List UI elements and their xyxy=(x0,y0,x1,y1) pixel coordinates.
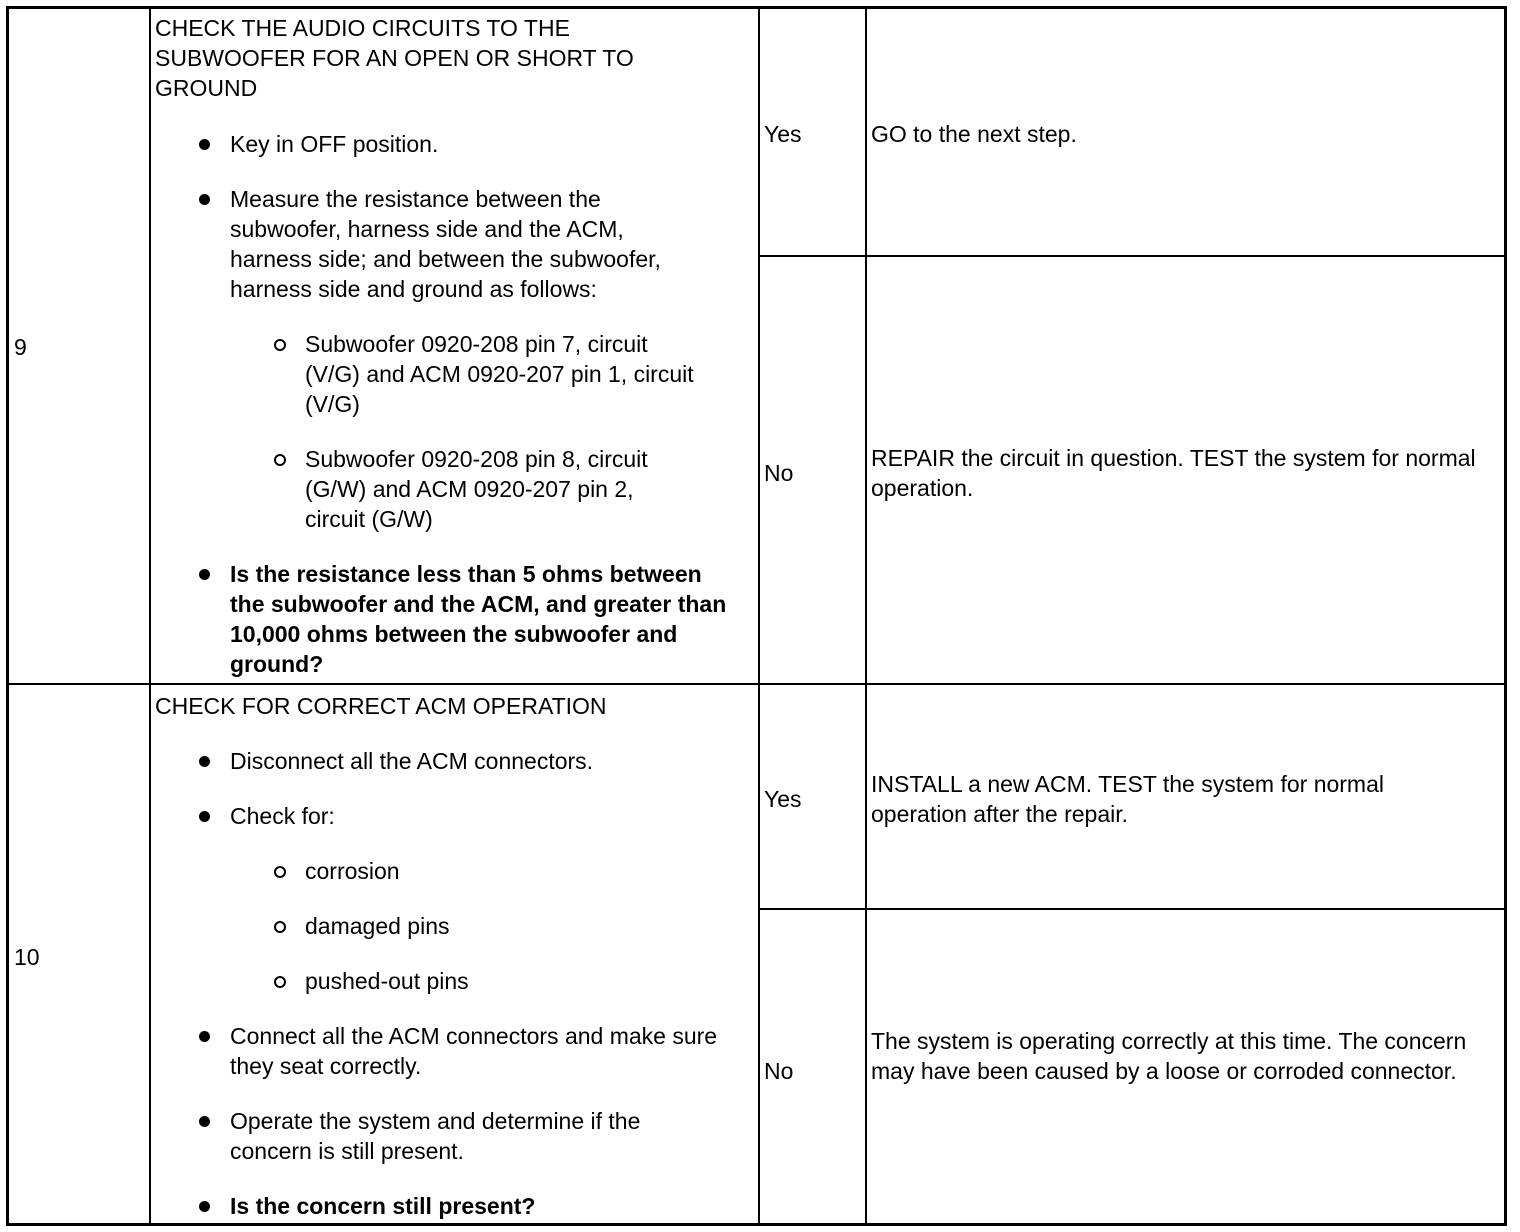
no-action: The system is operating correctly at this time. The concern may have been caused by a loose or corroded connector. xyxy=(871,1028,1467,1084)
sub-bullet-item xyxy=(155,856,745,886)
bullet-dot-icon xyxy=(199,1201,210,1212)
yes-action: INSTALL a new ACM. TEST the system for normal operation after the repair. xyxy=(871,771,1384,827)
step-title: CHECK THE AUDIO CIRCUITS TO THE SUBWOOFER FOR AN OPEN OR SHORT TO GROUND xyxy=(155,15,634,101)
column-divider xyxy=(149,9,151,1223)
sub-bullet-item xyxy=(155,966,745,996)
step-instructions xyxy=(155,13,745,679)
step-number: 9 xyxy=(14,334,27,360)
sub-bullet-item xyxy=(155,911,745,941)
question-item xyxy=(155,1191,745,1221)
bullet-text: Operate the system and determine if the concern is still present. xyxy=(230,1108,641,1164)
sub-bullet-circle-icon xyxy=(274,976,286,988)
sub-bullet-text: Subwoofer 0920-208 pin 7, circuit (V/G) and ACM 0920-207 pin 1, circuit (V/G) xyxy=(305,331,694,417)
yes-action: GO to the next step. xyxy=(871,121,1077,147)
sub-bullet-text: damaged pins xyxy=(305,913,450,939)
bullet-item xyxy=(155,1106,700,1166)
column-divider xyxy=(758,9,760,1223)
sub-bullet-circle-icon xyxy=(274,454,286,466)
bullet-text: Disconnect all the ACM connectors. xyxy=(230,748,594,774)
sub-bullet-text: corrosion xyxy=(305,858,400,884)
bullet-dot-icon xyxy=(199,811,210,822)
bullet-dot-icon xyxy=(199,194,210,205)
bullet-item xyxy=(155,801,745,831)
bullet-item xyxy=(155,184,705,304)
sub-bullet-text: pushed-out pins xyxy=(305,968,469,994)
no-label: No xyxy=(764,460,794,486)
question-item xyxy=(155,559,730,679)
sub-bullet-circle-icon xyxy=(274,339,286,351)
column-divider xyxy=(865,9,867,1223)
sub-bullet-circle-icon xyxy=(274,921,286,933)
bullet-text: Key in OFF position. xyxy=(230,131,439,157)
sub-bullet-text: Subwoofer 0920-208 pin 8, circuit (G/W) and ACM 0920-207 pin 2, circuit (G/W) xyxy=(305,446,648,532)
step-title: CHECK FOR CORRECT ACM OPERATION xyxy=(155,693,607,719)
diagnostic-table xyxy=(6,6,1507,1226)
question-text: Is the resistance less than 5 ohms between the subwoofer and the ACM, and greater than 10,000 ohms between the subwoofer and ground? xyxy=(230,561,727,677)
bullet-dot-icon xyxy=(199,569,210,580)
yes-no-divider xyxy=(758,908,1504,910)
bullet-item xyxy=(155,746,745,776)
row-divider xyxy=(9,683,1504,685)
bullet-dot-icon xyxy=(199,139,210,150)
bullet-text: Check for: xyxy=(230,803,335,829)
no-label: No xyxy=(764,1058,794,1084)
sub-bullet-circle-icon xyxy=(274,866,286,878)
question-text: Is the concern still present? xyxy=(230,1193,536,1219)
bullet-dot-icon xyxy=(199,756,210,767)
bullet-dot-icon xyxy=(199,1116,210,1127)
sub-bullet-item xyxy=(155,444,695,534)
bullet-text: Connect all the ACM connectors and make sure they seat correctly. xyxy=(230,1023,718,1079)
bullet-text: Measure the resistance between the subwoofer, harness side and the ACM, harness side; and between the subwoofer, harness side and ground as follows: xyxy=(230,186,661,302)
bullet-item xyxy=(155,129,745,159)
yes-label: Yes xyxy=(764,786,802,812)
yes-label: Yes xyxy=(764,121,802,147)
bullet-dot-icon xyxy=(199,1031,210,1042)
no-action: REPAIR the circuit in question. TEST the system for normal operation. xyxy=(871,445,1476,501)
sub-bullet-item xyxy=(155,329,695,419)
step-instructions xyxy=(155,691,745,1221)
step-number: 10 xyxy=(14,944,40,970)
bullet-item xyxy=(155,1021,730,1081)
yes-no-divider xyxy=(758,255,1504,257)
